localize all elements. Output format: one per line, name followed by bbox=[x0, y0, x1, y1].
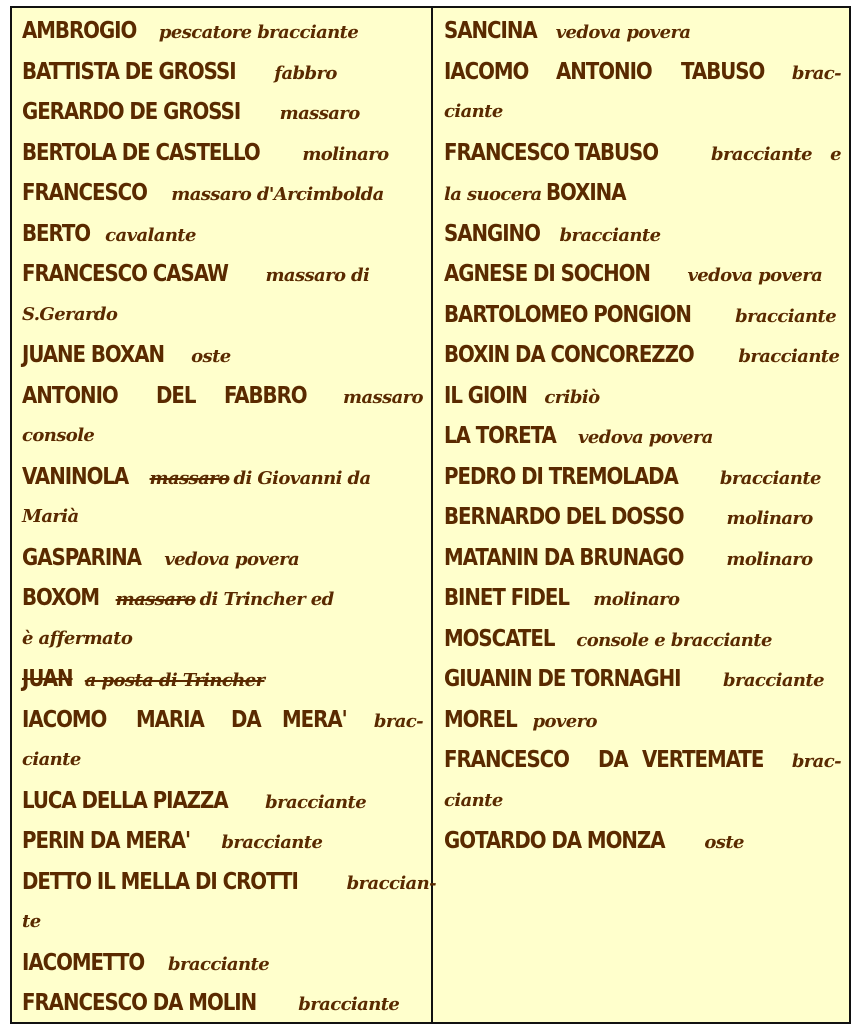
person-occupation: console e bracciante bbox=[576, 629, 772, 651]
person-occupation: molinaro bbox=[593, 589, 680, 610]
register-entry bbox=[444, 619, 841, 660]
person-name: GERARDO DE GROSSI bbox=[22, 99, 241, 125]
person-occupation: bracciante bbox=[559, 224, 661, 246]
person-name: AGNESE DI SOCHON bbox=[444, 261, 650, 287]
person-name-word: IACOMO bbox=[444, 58, 529, 85]
right-column bbox=[433, 8, 849, 1022]
register-entry bbox=[22, 214, 423, 255]
person-name: LA TORETA bbox=[444, 423, 556, 449]
struck-text: massaro bbox=[149, 467, 230, 489]
person-name-word: DA bbox=[598, 747, 628, 773]
person-occupation: Marià bbox=[22, 506, 79, 527]
struck-text: a posta di Trincher bbox=[84, 670, 265, 691]
person-occupation: massaro di bbox=[265, 265, 370, 286]
person-occupation: massaro bbox=[343, 386, 423, 408]
person-occupation: pescatore bracciante bbox=[158, 22, 359, 43]
register-entry bbox=[22, 700, 423, 741]
register-entry bbox=[22, 619, 423, 660]
conjunction-text: e bbox=[830, 143, 841, 165]
register-entry bbox=[444, 457, 841, 498]
person-occupation: massaro bbox=[279, 103, 360, 124]
register-entry bbox=[22, 497, 423, 538]
person-occupation: molinaro bbox=[726, 548, 813, 570]
person-name: IACOMETTO bbox=[22, 949, 145, 976]
person-name: MOREL bbox=[444, 706, 517, 733]
person-name-word: FRANCESCO bbox=[444, 747, 569, 773]
register-entry bbox=[444, 11, 841, 52]
register-entry bbox=[444, 821, 841, 862]
register-entry bbox=[22, 416, 423, 457]
register-entry bbox=[444, 700, 841, 741]
register-entry bbox=[444, 538, 841, 579]
person-name-word: FABBRO bbox=[224, 382, 307, 409]
person-name: BATTISTA DE GROSSI bbox=[22, 58, 236, 85]
person-occupation: bracciante bbox=[221, 832, 323, 853]
person-occupation: fabbro bbox=[274, 62, 337, 84]
person-name-word: MERA' bbox=[282, 706, 347, 733]
register-entry bbox=[22, 52, 423, 93]
person-occupation: brac- bbox=[791, 751, 841, 772]
person-name: FRANCESCO TABUSO bbox=[444, 139, 659, 166]
person-name: GASPARINA bbox=[22, 544, 141, 571]
register-table bbox=[10, 6, 851, 1024]
person-name: AMBROGIO bbox=[22, 18, 137, 44]
person-occupation: brac- bbox=[791, 62, 841, 84]
register-entry bbox=[444, 376, 841, 417]
person-name: MATANIN DA BRUNAGO bbox=[444, 544, 684, 571]
register-entry bbox=[22, 133, 423, 174]
register-entry bbox=[444, 740, 841, 781]
person-occupation: S.Gerardo bbox=[22, 303, 118, 325]
person-occupation: cribiò bbox=[544, 386, 600, 408]
struck-text: massaro bbox=[115, 589, 196, 610]
register-entry bbox=[444, 659, 841, 700]
person-name: BERNARDO DEL DOSSO bbox=[444, 504, 684, 530]
person-name: BERTO bbox=[22, 220, 91, 247]
register-entry bbox=[22, 902, 423, 943]
register-entry bbox=[22, 659, 423, 700]
person-occupation: bracciante bbox=[711, 143, 813, 165]
person-occupation: bracciante bbox=[265, 791, 367, 813]
register-entry bbox=[444, 578, 841, 619]
person-name: GOTARDO DA MONZA bbox=[444, 828, 665, 854]
person-occupation: vedova povera bbox=[687, 265, 823, 286]
person-occupation: ciante bbox=[22, 749, 81, 770]
person-occupation: ciante bbox=[444, 789, 503, 811]
person-name: MOSCATEL bbox=[444, 625, 555, 652]
person-name: FRANCESCO bbox=[22, 180, 147, 206]
register-entry bbox=[444, 173, 841, 214]
person-name: GIUANIN DE TORNAGHI bbox=[444, 666, 681, 692]
left-column bbox=[12, 8, 436, 1022]
person-occupation: bracciante bbox=[719, 467, 821, 489]
person-name: PEDRO DI TREMOLADA bbox=[444, 463, 678, 490]
person-occupation: povero bbox=[532, 710, 597, 732]
person-name-word: TABUSO bbox=[681, 58, 765, 85]
person-occupation: bracciante bbox=[298, 994, 400, 1015]
person-name: PERIN DA MERA' bbox=[22, 828, 190, 854]
register-entry bbox=[22, 740, 423, 781]
person-occupation: molinaro bbox=[302, 143, 389, 165]
person-occupation: bracciante bbox=[168, 953, 270, 975]
person-occupation: ciante bbox=[444, 101, 503, 122]
person-name: VANINOLA bbox=[22, 463, 129, 490]
person-name: BERTOLA DE CASTELLO bbox=[22, 139, 260, 166]
person-name: FRANCESCO DA MOLIN bbox=[22, 990, 257, 1016]
register-entry bbox=[22, 457, 423, 498]
person-name: FRANCESCO CASAW bbox=[22, 261, 228, 287]
person-occupation: è affermato bbox=[22, 627, 133, 649]
person-occupation: oste bbox=[191, 346, 231, 367]
person-occupation: te bbox=[22, 911, 41, 932]
struck-name: JUAN bbox=[22, 666, 73, 692]
person-name-word: MARIA bbox=[136, 706, 205, 733]
person-name: BOXOM bbox=[22, 585, 100, 611]
register-entry bbox=[444, 295, 841, 336]
register-entry bbox=[22, 862, 436, 903]
person-name-word: VERTEMATE bbox=[641, 747, 764, 773]
person-name-word: ANTONIO bbox=[555, 58, 652, 85]
person-name: BINET FIDEL bbox=[444, 585, 569, 611]
person-occupation: massaro d'Arcimbolda bbox=[171, 184, 384, 205]
register-entry bbox=[22, 376, 423, 417]
person-name-word: IACOMO bbox=[22, 706, 107, 733]
register-entry bbox=[444, 133, 841, 174]
person-occupation: console bbox=[22, 425, 95, 446]
person-name: SANCINA bbox=[444, 18, 537, 44]
register-entry bbox=[22, 781, 423, 822]
person-name-word: ANTONIO bbox=[22, 382, 118, 409]
register-entry bbox=[22, 92, 423, 133]
register-entry bbox=[444, 52, 841, 93]
register-entry bbox=[22, 538, 423, 579]
person-occupation: di Giovanni da bbox=[233, 467, 371, 489]
person-name: BARTOLOMEO PONGION bbox=[444, 301, 691, 328]
person-name-word: DEL bbox=[155, 382, 196, 409]
person-name: SANGINO bbox=[444, 220, 540, 247]
register-entry bbox=[22, 295, 423, 336]
person-occupation: di Trincher ed bbox=[199, 589, 334, 610]
person-name: DETTO IL MELLA DI CROTTI bbox=[22, 868, 298, 895]
person-occupation: bracciante bbox=[738, 346, 840, 367]
register-entry bbox=[22, 943, 423, 984]
register-entry bbox=[444, 92, 841, 133]
person-occupation: cavalante bbox=[105, 224, 196, 246]
person-occupation: la suocera bbox=[444, 184, 542, 205]
person-occupation: molinaro bbox=[726, 508, 813, 529]
person-occupation: braccian- bbox=[346, 872, 436, 894]
register-entry bbox=[22, 821, 423, 862]
register-entry bbox=[444, 497, 841, 538]
person-name: IL GIOIN bbox=[444, 382, 527, 409]
person-occupation: vedova povera bbox=[578, 427, 713, 448]
person-occupation: vedova povera bbox=[555, 22, 691, 43]
register-entry bbox=[444, 214, 841, 255]
person-occupation: bracciante bbox=[722, 670, 824, 691]
register-entry bbox=[22, 983, 423, 1024]
register-entry bbox=[444, 781, 841, 822]
register-entry bbox=[444, 254, 841, 295]
register-entry bbox=[444, 416, 841, 457]
person-occupation: bracciante bbox=[735, 305, 837, 327]
register-entry bbox=[22, 173, 423, 214]
register-entry bbox=[444, 335, 841, 376]
register-entry bbox=[22, 578, 423, 619]
register-entry bbox=[22, 11, 423, 52]
register-entry bbox=[22, 335, 423, 376]
register-entry bbox=[22, 254, 423, 295]
person-name-word: DA bbox=[231, 706, 262, 733]
person-name: LUCA DELLA PIAZZA bbox=[22, 787, 228, 814]
person-name: JUANE BOXAN bbox=[22, 342, 165, 368]
person-occupation: brac- bbox=[373, 710, 423, 732]
person-name: BOXINA bbox=[545, 180, 626, 206]
person-occupation: vedova povera bbox=[164, 548, 300, 570]
person-name: BOXIN DA CONCOREZZO bbox=[444, 342, 694, 368]
person-occupation: oste bbox=[704, 832, 744, 853]
